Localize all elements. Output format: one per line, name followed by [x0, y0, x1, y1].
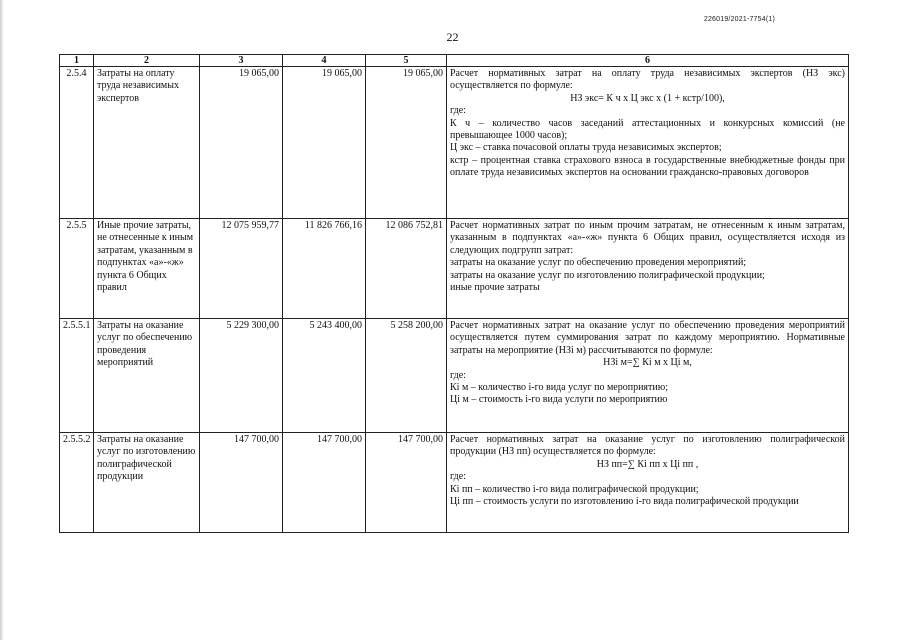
value-col-4: 19 065,00 [283, 67, 366, 219]
description-line: Расчет нормативных затрат на оказание услуг по обеспечению проведения мероприятий осуществляется путем суммирования затрат по каждому мероприятию. Нормативные затраты на мероприятие (НЗi м) рассчитываются по формуле: [450, 320, 845, 356]
description-line: кстр – процентная ставка страхового взноса в государственные внебюджетные фонды при оплате труда независимых экспертов на основании гражданско-правовых договоров [450, 154, 845, 179]
value-col-5: 19 065,00 [366, 67, 447, 219]
scan-edge [0, 0, 4, 640]
description-line: Расчет нормативных затрат на оказание услуг по изготовлению полиграфической продукции (НЗ пп) осуществляется по формуле: [450, 434, 845, 458]
description-line: Расчет нормативных затрат по иным прочим затратам, не отнесенным к иным затратам, указанным в подпунктах «а»-«ж» пункта 6 Общих правил, осуществляется исходя из следующих подгрупп затрат: [450, 220, 845, 256]
header-col-5: 5 [366, 55, 447, 67]
formula: НЗ пп=∑ Кi пп х Цi пп , [596, 458, 699, 470]
value-col-5: 5 258 200,00 [366, 319, 447, 433]
row-number: 2.5.5 [60, 219, 94, 319]
header-row [60, 55, 849, 67]
description-line: где: [450, 105, 466, 117]
header-col-3: 3 [200, 55, 283, 67]
row-name: Затраты на оказание услуг по изготовлению полиграфической продукции [94, 433, 200, 533]
row-number: 2.5.4 [60, 67, 94, 219]
row-description [447, 219, 849, 319]
description-line: Кi пп – количество i-го вида полиграфической продукции; [450, 483, 699, 495]
cost-table [59, 54, 849, 533]
description-line: где: [450, 369, 466, 381]
row-name: Затраты на оплату труда независимых экспертов [94, 67, 200, 219]
description-line: затраты на оказание услуг по изготовлению полиграфической продукции; [450, 269, 765, 281]
description-line: Цi пп – стоимость услуги по изготовлению i-го вида полиграфической продукции [450, 496, 799, 508]
header-col-6: 6 [447, 55, 849, 67]
value-col-3: 5 229 300,00 [200, 319, 283, 433]
row-name: Иные прочие затраты, не отнесенные к иным затратам, указанным в подпунктах «а»-«ж» пункта 6 Общих правил [94, 219, 200, 319]
row-number: 2.5.5.2 [60, 433, 94, 533]
value-col-5: 12 086 752,81 [366, 219, 447, 319]
row-name: Затраты на оказание услуг по обеспечению проведения мероприятий [94, 319, 200, 433]
header-col-4: 4 [283, 55, 366, 67]
row-description [447, 67, 849, 219]
table-row [60, 219, 849, 319]
table-row [60, 319, 849, 433]
formula: НЗ экс= К ч х Ц экс х (1 + кстр/100), [570, 92, 725, 104]
header-col-2: 2 [94, 55, 200, 67]
value-col-5: 147 700,00 [366, 433, 447, 533]
value-col-3: 147 700,00 [200, 433, 283, 533]
value-col-3: 19 065,00 [200, 67, 283, 219]
value-col-4: 5 243 400,00 [283, 319, 366, 433]
row-number: 2.5.5.1 [60, 319, 94, 433]
document-id: 226019/2021-7754(1) [703, 16, 775, 23]
page-number: 22 [446, 30, 459, 44]
row-description [447, 319, 849, 433]
formula: НЗi м=∑ Кi м х Цi м, [603, 357, 692, 369]
value-col-4: 11 826 766,16 [283, 219, 366, 319]
table-row [60, 67, 849, 219]
description-line: Кi м – количество i-го вида услуг по мероприятию; [450, 382, 668, 394]
description-line: Цi м – стоимость i-го вида услуги по мероприятию [450, 394, 668, 406]
table-row [60, 433, 849, 533]
header-col-1: 1 [60, 55, 94, 67]
description-line: К ч – количество часов заседаний аттестационных и конкурсных комиссий (не превышающее 1000 часов); [450, 117, 845, 142]
description-line: затраты на оказание услуг по обеспечению проведения мероприятий; [450, 257, 747, 269]
value-col-4: 147 700,00 [283, 433, 366, 533]
row-description [447, 433, 849, 533]
value-col-3: 12 075 959,77 [200, 219, 283, 319]
description-line: Расчет нормативных затрат на оплату труда независимых экспертов (НЗ экс) осуществляется по формуле: [450, 68, 845, 92]
description-line: иные прочие затраты [450, 282, 540, 294]
description-line: Ц экс – ставка почасовой оплаты труда независимых экспертов; [450, 142, 722, 154]
description-line: где: [450, 471, 466, 483]
